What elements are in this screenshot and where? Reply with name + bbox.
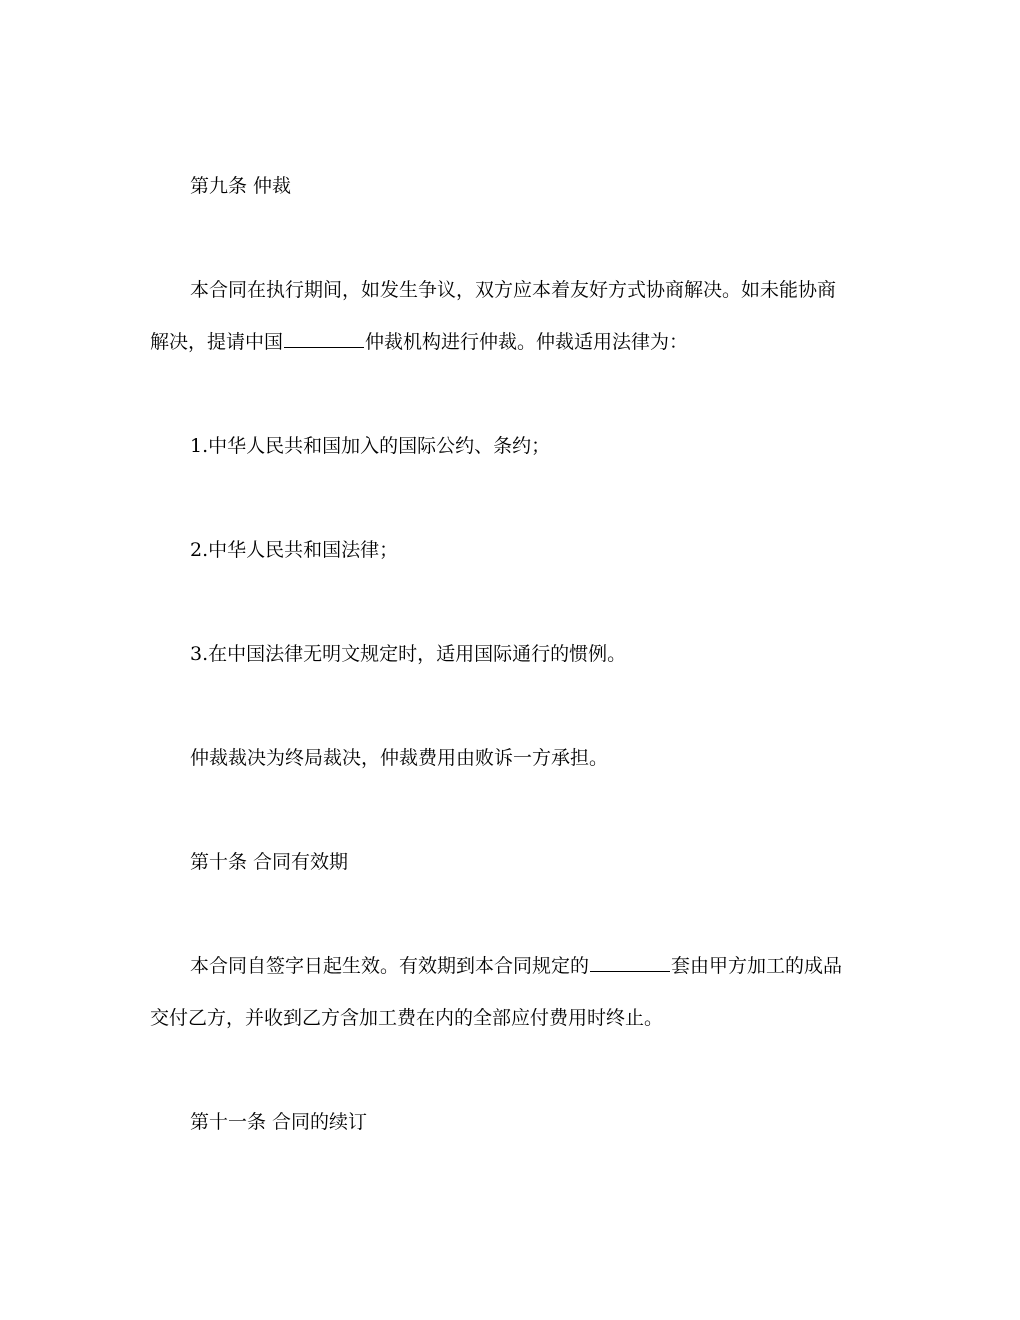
article-10-paragraph-line-1 — [190, 954, 842, 978]
article-10-heading: 第十条 合同有效期 — [190, 851, 349, 873]
product-quantity-blank — [590, 955, 670, 972]
applicable-law-item-2: 2.中华人民共和国法律； — [190, 539, 399, 561]
applicable-law-item-3: 3.在中国法律无明文规定时，适用国际通行的惯例。 — [190, 643, 627, 665]
article-9-heading: 第九条 仲裁 — [190, 175, 292, 197]
article-10-paragraph-line-1-start: 本合同自签字日起生效。有效期到本合同规定的 — [190, 955, 590, 977]
article-10-paragraph-line-2: 交付乙方，并收到乙方含加工费在内的全部应付费用时终止。 — [150, 1007, 664, 1029]
article-10-paragraph-line-1-end: 套由甲方加工的成品 — [671, 955, 843, 977]
applicable-law-item-1: 1.中华人民共和国加入的国际公约、条约； — [190, 435, 551, 457]
arbitration-institution-blank — [284, 331, 364, 348]
article-9-paragraph-line-2 — [150, 330, 688, 354]
article-9-paragraph-line-2-start: 解决，提请中国 — [150, 331, 284, 353]
article-9-paragraph-line-2-end: 仲裁机构进行仲裁。仲裁适用法律为： — [365, 331, 689, 353]
article-9-paragraph-line-1: 本合同在执行期间，如发生争议，双方应本着友好方式协商解决。如未能协商 — [190, 279, 837, 301]
article-11-heading: 第十一条 合同的续订 — [190, 1111, 368, 1133]
arbitration-closing-paragraph: 仲裁裁决为终局裁决，仲裁费用由败诉一方承担。 — [190, 747, 609, 769]
